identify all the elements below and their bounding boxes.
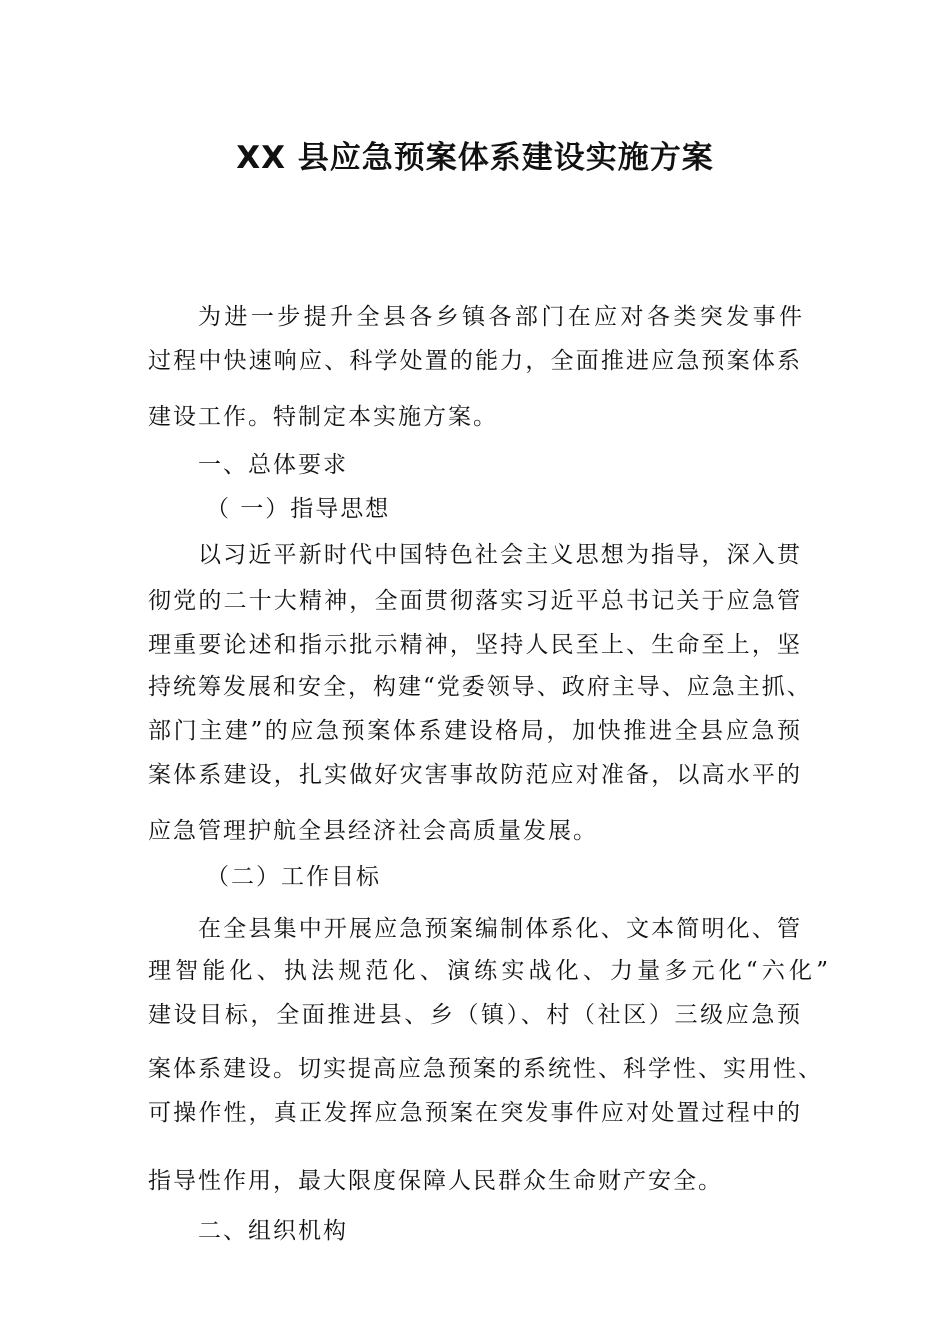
goal-line-1: 在全县集中开展应急预案编制体系化、文本简明化、管 <box>198 916 802 942</box>
guiding-line-2: 彻党的二十大精神，全面贯彻落实习近平总书记关于应急管 <box>148 588 802 614</box>
section1-heading: 一、总体要求 <box>198 452 348 478</box>
guiding-line-4: 持统筹发展和安全，构建“党委领导、政府主导、应急主抓、 <box>148 674 812 700</box>
goal-line-4: 案体系建设。切实提高应急预案的系统性、科学性、实用性、 <box>148 1056 823 1082</box>
sub1-heading: （ 一）指导思想 <box>206 496 391 522</box>
guiding-line-6: 案体系建设，扎实做好灾害事故防范应对准备，以高水平的 <box>148 762 802 788</box>
goal-line-2: 理智能化、执法规范化、演练实战化、力量多元化“六化” <box>148 958 830 984</box>
document-title: XX 县应急预案体系建设实施方案 <box>236 140 714 176</box>
intro-line-3: 建设工作。特制定本实施方案。 <box>148 404 498 430</box>
guiding-line-3: 理重要论述和指示批示精神，坚持人民至上、生命至上，坚 <box>148 632 802 658</box>
intro-line-1: 为进一步提升全县各乡镇各部门在应对各类突发事件 <box>198 304 804 330</box>
sub2-heading: （二）工作目标 <box>206 864 381 890</box>
guiding-line-7: 应急管理护航全县经济社会高质量发展。 <box>148 818 598 844</box>
guiding-line-5: 部门主建”的应急预案体系建设格局，加快推进全县应急预 <box>148 718 802 744</box>
guiding-line-1: 以习近平新时代中国特色社会主义思想为指导，深入贯 <box>198 542 802 568</box>
section2-heading: 二、组织机构 <box>198 1218 348 1244</box>
goal-line-3: 建设目标，全面推进县、乡（镇）、村（社区）三级应急预 <box>148 1002 802 1028</box>
intro-line-2: 过程中快速响应、科学处置的能力，全面推进应急预案体系 <box>148 348 802 374</box>
goal-line-6: 指导性作用，最大限度保障人民群众生命财产安全。 <box>148 1168 723 1194</box>
goal-line-5: 可操作性，真正发挥应急预案在突发事件应对处置过程中的 <box>148 1100 802 1126</box>
